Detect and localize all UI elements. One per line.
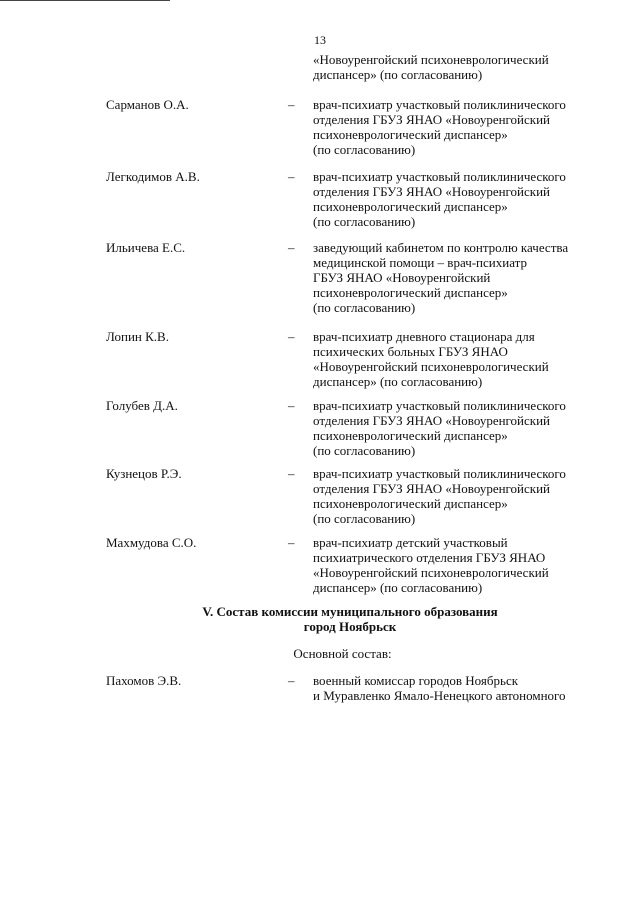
position-line: «Новоуренгойский психоневрологический xyxy=(313,565,549,580)
position-line: (по согласованию) xyxy=(313,511,416,526)
member-position xyxy=(313,398,613,458)
position-line: медицинской помощи – врач-психиатр xyxy=(313,255,527,270)
scan-edge-line xyxy=(0,0,170,1)
section-subtitle: Основной состав: xyxy=(293,646,392,661)
member-position xyxy=(313,466,613,526)
position-line: диспансер» (по согласованию) xyxy=(313,580,483,595)
member-dash: – xyxy=(288,466,295,481)
member-position xyxy=(313,169,613,229)
position-line: психоневрологический диспансер» xyxy=(313,199,508,214)
member-name: Кузнецов Р.Э. xyxy=(106,466,182,481)
position-line: (по согласованию) xyxy=(313,142,416,157)
member-dash: – xyxy=(288,169,295,184)
position-line: психоневрологический диспансер» xyxy=(313,127,508,142)
position-line: (по согласованию) xyxy=(313,443,416,458)
position-line: отделения ГБУЗ ЯНАО «Новоуренгойский xyxy=(313,184,551,199)
section-title-line: город Ноябрьск xyxy=(303,619,397,634)
position-line: ГБУЗ ЯНАО «Новоуренгойский xyxy=(313,270,491,285)
continuation-text xyxy=(313,52,613,82)
member-dash: – xyxy=(288,329,295,344)
position-line: заведующий кабинетом по контролю качества xyxy=(313,240,569,255)
position-line: и Муравленко Ямало-Ненецкого автономного xyxy=(313,688,566,703)
section-title xyxy=(100,604,600,634)
member-position xyxy=(313,97,613,157)
member-dash: – xyxy=(288,398,295,413)
position-line: врач-психиатр участковый поликлинического xyxy=(313,466,566,481)
member-name: Пахомов Э.В. xyxy=(106,673,182,688)
position-line: отделения ГБУЗ ЯНАО «Новоуренгойский xyxy=(313,112,551,127)
member-name: Лопин К.В. xyxy=(106,329,169,344)
position-line: врач-психиатр участковый поликлинического xyxy=(313,97,566,112)
member-name: Махмудова С.О. xyxy=(106,535,197,550)
position-line: военный комиссар городов Ноябрьск xyxy=(313,673,519,688)
position-line: психических больных ГБУЗ ЯНАО xyxy=(313,344,508,359)
member-position xyxy=(313,535,613,595)
member-position xyxy=(313,240,613,315)
position-line: врач-психиатр дневного стационара для xyxy=(313,329,535,344)
member-dash: – xyxy=(288,535,295,550)
member-name: Ильичева Е.С. xyxy=(106,240,186,255)
page-number: 13 xyxy=(314,33,326,47)
position-line: врач-психиатр детский участковый xyxy=(313,535,508,550)
member-name: Голубев Д.А. xyxy=(106,398,178,413)
member-name: Сарманов О.А. xyxy=(106,97,189,112)
member-name: Легкодимов А.В. xyxy=(106,169,200,184)
position-line: психоневрологический диспансер» xyxy=(313,285,508,300)
position-line: отделения ГБУЗ ЯНАО «Новоуренгойский xyxy=(313,481,551,496)
continuation-line: «Новоуренгойский психоневрологический xyxy=(313,52,549,67)
position-line: «Новоуренгойский психоневрологический xyxy=(313,359,549,374)
position-line: (по согласованию) xyxy=(313,300,416,315)
position-line: диспансер» (по согласованию) xyxy=(313,374,483,389)
member-dash: – xyxy=(288,240,295,255)
member-dash: – xyxy=(288,673,295,688)
position-line: психиатрического отделения ГБУЗ ЯНАО xyxy=(313,550,546,565)
position-line: психоневрологический диспансер» xyxy=(313,428,508,443)
member-position xyxy=(313,673,613,703)
member-dash: – xyxy=(288,97,295,112)
section-title-line: V. Состав комиссии муниципального образования xyxy=(202,604,498,619)
position-line: (по согласованию) xyxy=(313,214,416,229)
continuation-line: диспансер» (по согласованию) xyxy=(313,67,483,82)
position-line: врач-психиатр участковый поликлинического xyxy=(313,169,566,184)
position-line: отделения ГБУЗ ЯНАО «Новоуренгойский xyxy=(313,413,551,428)
position-line: психоневрологический диспансер» xyxy=(313,496,508,511)
member-position xyxy=(313,329,613,389)
position-line: врач-психиатр участковый поликлинического xyxy=(313,398,566,413)
